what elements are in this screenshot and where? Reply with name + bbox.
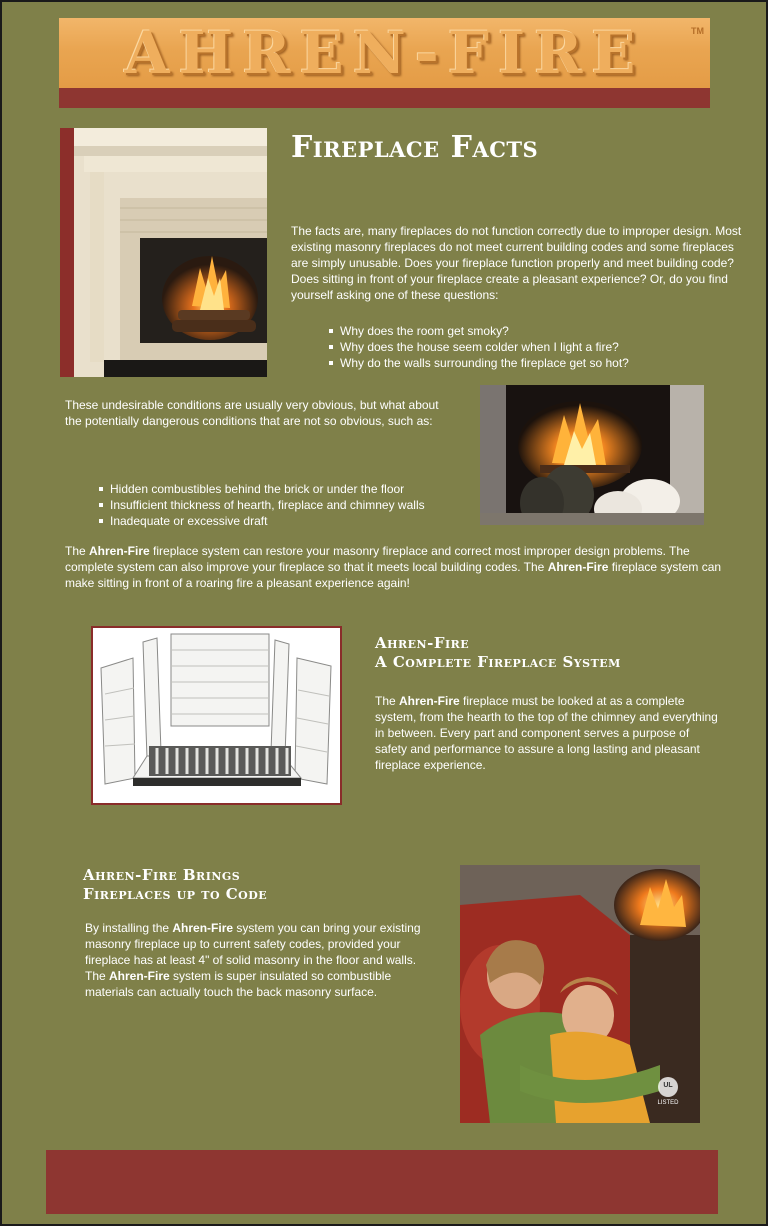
brand-name: Ahren-Fire xyxy=(172,921,234,935)
conditions-paragraph: These undesirable conditions are usually very obvious, but what about the potentially dangerous conditions that are not so obvious, such as: xyxy=(65,398,439,428)
code-paragraph: By installing the Ahren-Fire system you can bring your existing masonry fireplace up to current safety codes, provided your fireplace has at least 4" of solid masonry in the floor and walls. The Ahren-Fire system is super insulated so combustible materials can actually touch the back masonry surface. xyxy=(85,921,421,999)
ul-listed-label: LISTED xyxy=(657,1100,679,1106)
brand-name: Ahren-Fire xyxy=(547,560,609,574)
trademark-mark: TM xyxy=(691,26,704,36)
fireplace-photo xyxy=(60,128,267,377)
fireside-feet-photo xyxy=(480,385,704,525)
ul-logo: UL xyxy=(663,1082,673,1089)
header-stripe xyxy=(59,88,710,108)
page-title: Fireplace Facts xyxy=(291,130,539,165)
restore-paragraph: The Ahren-Fire fireplace system can restore your masonry fireplace and correct most improper design problems. The complete system can also improve your fireplace so that it meets local building codes. The Ahren-Fire fireplace system can make sitting in front of a roaring fire a pleasant experience again! xyxy=(65,544,722,590)
list-item: Insufficient thickness of hearth, fireplace and chimney walls xyxy=(97,497,477,513)
system-components-diagram xyxy=(91,626,342,805)
brand-name: Ahren-Fire xyxy=(399,694,460,708)
intro-paragraph: The facts are, many fireplaces do not function correctly due to improper design. Most existing masonry fireplaces do not meet current building codes and some fireplaces are simply unusable. Does your fireplace function properly and meet building code? Does sitting in front of your fireplace create a pleasant experience? Or, do you find yourself asking one of these questions: xyxy=(291,224,742,302)
family-by-fire-photo xyxy=(460,865,700,1123)
brand-logo: AHREN-FIRE xyxy=(124,19,645,87)
list-item: Why does the house seem colder when I light a fire? xyxy=(327,339,707,355)
list-item: Why do the walls surrounding the fireplace get so hot? xyxy=(327,355,707,371)
logo-banner xyxy=(59,18,710,88)
system-heading: Ahren-Fire A Complete Fireplace System xyxy=(375,634,621,671)
footer-bar xyxy=(46,1150,718,1214)
conditions-list xyxy=(97,481,477,529)
brand-name: Ahren-Fire xyxy=(89,544,150,558)
code-heading: Ahren-Fire Brings Fireplaces up to Code xyxy=(83,866,268,903)
question-list xyxy=(327,323,707,371)
system-paragraph: The Ahren-Fire fireplace must be looked at as a complete system, from the hearth to the top of the chimney and everything in between. Every part and component serves a purpose of safety and performance to assure a long lasting and pleasant fireplace experience. xyxy=(375,694,718,772)
list-item: Inadequate or excessive draft xyxy=(97,513,477,529)
brand-name: Ahren-Fire xyxy=(109,969,170,983)
list-item: Hidden combustibles behind the brick or under the floor xyxy=(97,481,477,497)
list-item: Why does the room get smoky? xyxy=(327,323,707,339)
